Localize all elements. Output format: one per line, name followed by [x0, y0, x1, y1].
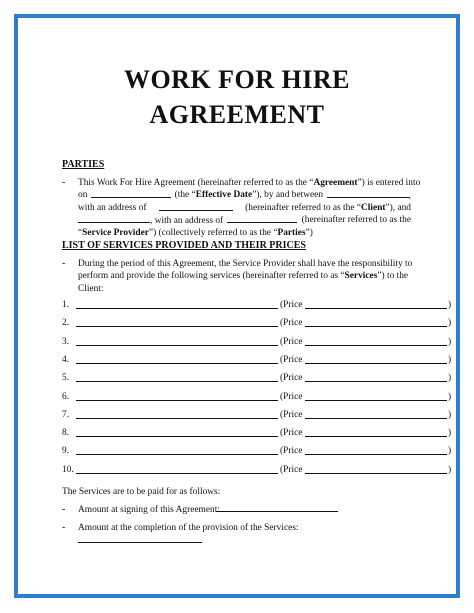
service-number: 10.: [62, 464, 74, 475]
service-price-field[interactable]: [305, 418, 447, 419]
parties-term: Parties: [277, 227, 306, 238]
parties-line-1: This Work For Hire Agreement (hereinafter referred to as the “Agreement”) is entered into: [78, 178, 421, 188]
price-close-paren: ): [448, 373, 452, 384]
payment-intro: The Services are to be paid for as follows:: [62, 487, 221, 497]
service-number: 7.: [62, 409, 70, 420]
services-intro-line-3: Client:: [78, 283, 104, 294]
service-price-field[interactable]: [305, 308, 447, 309]
price-close-paren: ): [448, 354, 452, 365]
completion-bullet: -: [62, 522, 66, 533]
price-close-paren: ): [448, 446, 452, 457]
parties-line-2: on (the “Effective Date”), by and between ,: [78, 190, 411, 202]
price-label: (Price: [280, 354, 303, 365]
price-close-paren: ): [448, 391, 452, 402]
service-price-field[interactable]: [305, 363, 447, 364]
price-label: (Price: [280, 464, 303, 475]
service-price-field[interactable]: [305, 473, 447, 474]
service-row: [62, 336, 452, 348]
service-price-field[interactable]: [305, 454, 447, 455]
service-price-field[interactable]: [305, 400, 447, 401]
price-close-paren: ): [448, 318, 452, 329]
price-label: (Price: [280, 318, 303, 329]
agreement-term: Agreement: [313, 178, 358, 188]
completion-amount-label: Amount at the completion of the provision of the Services:: [78, 523, 299, 533]
price-close-paren: ): [448, 336, 452, 347]
document-title-line-1: WORK FOR HIRE: [123, 65, 351, 94]
completion-amount-field[interactable]: [78, 534, 202, 543]
services-bullet: -: [62, 258, 66, 269]
effective-date-term: Effective Date: [195, 190, 253, 201]
service-row: [62, 445, 452, 457]
price-label: (Price: [280, 409, 303, 420]
services-intro-line-1: During the period of this Agreement, the Service Provider shall have the responsibility to: [78, 259, 413, 269]
service-price-field[interactable]: [305, 436, 447, 437]
service-row: [62, 409, 452, 421]
service-description-field[interactable]: [76, 381, 278, 382]
client-name-field[interactable]: [327, 189, 409, 198]
client-term: Client: [360, 202, 386, 213]
price-close-paren: ): [448, 428, 452, 439]
service-description-field[interactable]: [76, 436, 278, 437]
service-price-field[interactable]: [305, 345, 447, 346]
service-row: [62, 391, 452, 403]
signing-amount-label: Amount at signing of this Agreement:: [78, 505, 220, 515]
parties-line-4: , with an address of (hereinafter referred to as the: [78, 214, 411, 226]
price-label: (Price: [280, 446, 303, 457]
signing-amount-field[interactable]: [216, 503, 338, 512]
price-label: (Price: [280, 428, 303, 439]
parties-bullet: -: [62, 177, 66, 188]
price-label: (Price: [280, 336, 303, 347]
parties-heading: PARTIES: [62, 159, 105, 170]
service-number: 3.: [62, 336, 70, 347]
service-number: 4.: [62, 354, 70, 365]
service-description-field[interactable]: [76, 345, 278, 346]
price-close-paren: ): [448, 409, 452, 420]
service-description-field[interactable]: [76, 308, 278, 309]
effective-date-field[interactable]: [91, 189, 171, 198]
service-description-field[interactable]: [76, 400, 278, 401]
parties-paragraph: [78, 177, 421, 239]
price-label: (Price: [280, 373, 303, 384]
service-row: [62, 299, 452, 311]
price-close-paren: ): [448, 464, 452, 475]
service-description-field[interactable]: [76, 418, 278, 419]
service-number: 2.: [62, 318, 70, 329]
service-provider-term: Service Provider: [82, 227, 149, 238]
service-description-field[interactable]: [76, 473, 278, 474]
service-row: [62, 464, 452, 476]
document-title-line-2: AGREEMENT: [149, 100, 325, 129]
service-row: [62, 372, 452, 384]
service-price-field[interactable]: [305, 326, 447, 327]
service-number: 8.: [62, 428, 70, 439]
parties-line-5: “Service Provider”) (collectively referred to as the “Parties”): [78, 227, 313, 238]
services-intro: [78, 258, 411, 295]
service-number: 5.: [62, 373, 70, 384]
service-row: [62, 354, 452, 366]
service-number: 1.: [62, 300, 70, 310]
service-description-field[interactable]: [76, 363, 278, 364]
services-heading: LIST OF SERVICES PROVIDED AND THEIR PRICES: [62, 240, 306, 251]
signing-bullet: -: [62, 504, 66, 515]
services-term: Services: [344, 271, 378, 282]
provider-name-field[interactable]: [78, 214, 150, 223]
services-intro-line-2: perform and provide the following services (hereinafter referred to as “Services”) to the: [78, 271, 409, 282]
service-row: [62, 317, 452, 329]
price-close-paren: ): [448, 300, 452, 310]
service-number: 9.: [62, 446, 70, 457]
service-row: [62, 427, 452, 439]
service-number: 6.: [62, 391, 70, 402]
service-price-field[interactable]: [305, 381, 447, 382]
service-description-field[interactable]: [76, 326, 278, 327]
client-address-field[interactable]: [159, 202, 233, 211]
price-label: (Price: [280, 391, 303, 402]
price-label: (Price: [280, 300, 303, 310]
service-description-field[interactable]: [76, 454, 278, 455]
parties-line-3: with an address of (hereinafter referred to as the “Client”), and: [78, 202, 411, 213]
provider-address-field[interactable]: [227, 214, 297, 223]
